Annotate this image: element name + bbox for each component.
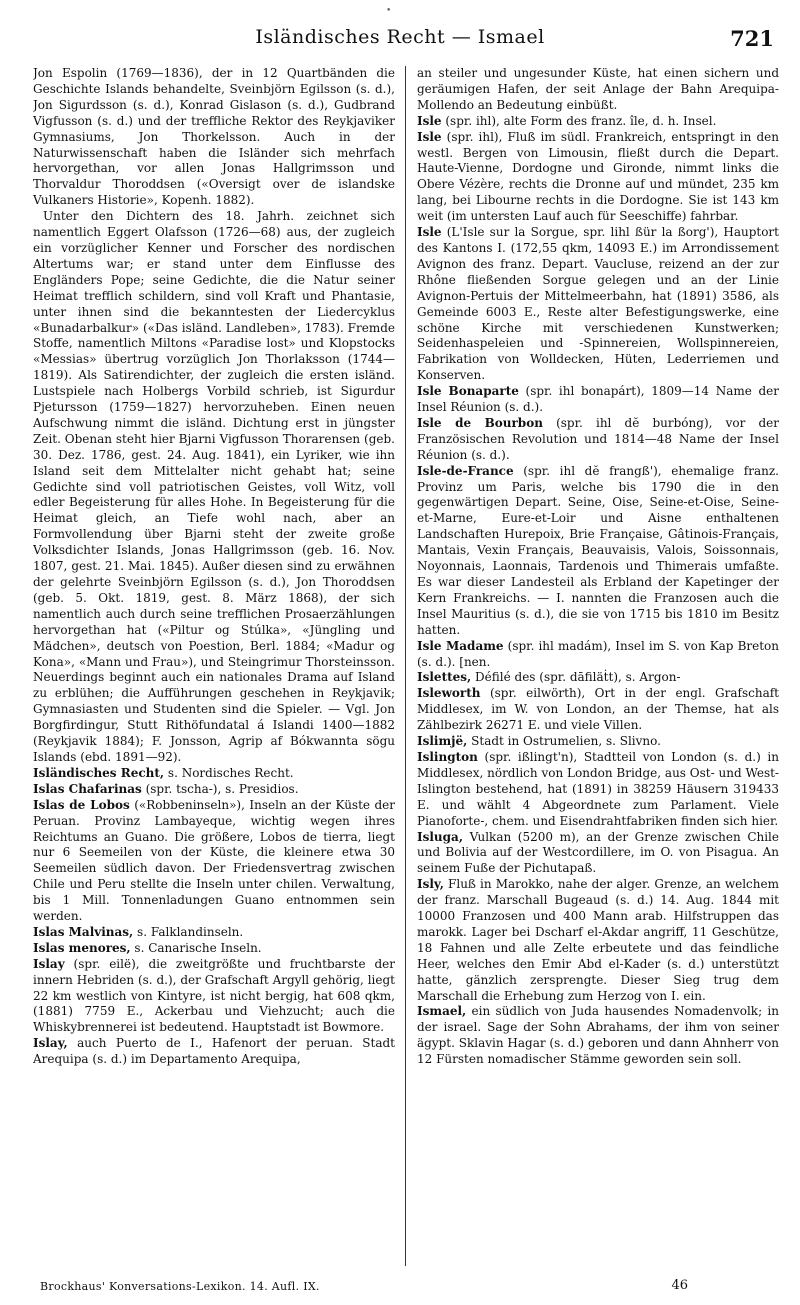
entry (417, 1004, 779, 1068)
entry (33, 957, 395, 1037)
entry-text: auch Puerto de I., Hafenort der peruan. Stadt Arequipa (s. d.) im Departamento Arequipa, (33, 1036, 395, 1067)
entry (417, 130, 779, 225)
entry (417, 384, 779, 416)
entry (417, 225, 779, 384)
page-header (0, 0, 800, 66)
entry-text: Défilé des (spr. dāfiläṫt), s. Argon- (471, 670, 681, 685)
entry-text: (spr. ihl dĕ burbóng), vor der Französischen Revolution und 1814—48 Name der Insel Réunion (s. d.). (417, 415, 779, 462)
entry (33, 66, 395, 209)
entry-text: s. Canarische Inseln. (130, 940, 262, 955)
entry (33, 782, 395, 798)
entry-text: Vulkan (5200 m), an der Grenze zwischen Chile und Bolivia auf der Westcordillere, im O. von Pisagua. An seinem Fuße der Pichutapaß. (417, 829, 779, 876)
entry (417, 670, 779, 686)
entry-text: Unter den Dichtern des 18. Jahrh. zeichnet sich namentlich Eggert Olafsson (1726—68) aus, der zugleich ein vorzüglicher Kenner und Forscher des nordischen Altertums war; er stand unter dem Einflusse des Engländers Pope; seine Gedichte, die die Natur seiner Heimat trefflich schildern, sind voll Kraft und Phantasie, unter ihnen sind die bekanntesten der Liedercyklus «Bunadarbalkur» («Das isländ. Landleben», 1783). Fremde Stoffe, namentlich Miltons «Paradise lost» und Klopstocks «Messias» übertrug vorzüglich Jon Thorlaksson (1744—1819). Als Satirendichter, der zugleich die ersten isländ. Lustspiele nach Holbergs Vorbild schrieb, ist Sigurdur Pjetursson (1759—1827) hervorzuheben. Einen neuen Aufschwung nimmt die isländ. Dichtung erst in jüngster Zeit. Obenan steht hier Bjarni Vigfusson Thorarensen (geb. 30. Dez. 1786, gest. 24. Aug. 1841), ein Lyriker, wie ihn Island seit dem Mittelalter nicht gehabt hat; seine Gedichte sind voll patriotischen Geistes, voll Witz, voll edler Begeisterung für alles Hohe. In Begeisterung für die Heimat gleich, an Tiefe wohl nach, aber an Formvollendung über Bjarni steht der zweite große Volksdichter Islands, Jonas Hallgrimsson (geb. 16. Nov. 1807, gest. 21. Mai. 1845). Außer diesen sind zu erwähnen der gelehrte Sveinbjörn Egilsson (s. d.), Jon Thoroddsen (geb. 5. Okt. 1819, gest. 8. März 1868), der sich namentlich auch durch seine trefflichen Prosaerzählungen hervorgethan hat («Piltur og Stúlka», «Jüngling und Mädchen», deutsch von Poestion, Berl. 1884; «Madur og Kona», «Mann und Frau»), und Steingrimur Thorsteinsson. Neuerdings beginnt auch ein nationales Drama auf Island zu erblühen; die Aufführungen geschehen in Reykjavik; Gymnasiasten und Studenten sind die Spieler. — Vgl. Jon Borgfirdingur, Stutt Rithöfundatal á Islandi 1400—1882 (Reykjavik 1884); F. Jonsson, Agrip af Bókwannta sögu Islands (ebd. 1891—92). (33, 209, 395, 764)
entry-headword: Islas de Lobos (33, 797, 130, 812)
entry-headword: Isle (417, 129, 442, 144)
entry-text: («Robbeninseln»), Inseln an der Küste der Peruan. Provinz Lambayeque, wichtig wegen ihres Reichtums an Guano. Die größere, Lobos de tierra, liegt nur 6 Seemeilen von der Küste, die kleinere etwa 30 Seemeilen südlich davon. Der Friedensvertrag zwischen Chile und Peru stellte die Inseln unter chilen. Verwaltung, bis 1 Mill. Tonnenladungen Guano entnommen sein werden. (33, 797, 395, 924)
footer-source: Brockhaus' Konversations-Lexikon. 14. Aufl. IX. (40, 1280, 320, 1293)
entry-text: (spr. ihl), alte Form des franz. île, d. h. Insel. (441, 113, 717, 128)
entry-headword: Isleworth (417, 686, 481, 701)
entry-text: (spr. ißlingt'n), Stadtteil von London (s. d.) in Middlesex, nördlich von London Bridge, aus Ost- und West-Islington bestehend, hat (1891) in 38259 Häusern 319433 E. und wählt 4 Abgeordnete zum Parlament. Viele Pianoforte-, chem. und Eisendrahtfabriken finden sich hier. (417, 749, 779, 828)
entry-text: (spr. ihl dĕ frangß'), ehemalige franz. Provinz um Paris, welche bis 1790 die in den gegenwärtigen Depart. Seine, Oise, Seine-et-Oise, Seine-et-Marne, Eure-et-Loir und Aisne enthaltenen Landschaften Hurepoix, Brie Française, Gâtinois-Français, Mantais, Vexin Français, Beauvaisis, Valois, Soissonnais, Noyonnais, Laonnais, Tardenois und Thimerais umfaßte. Es war dieser Landesteil als Erbland der Kapetinger der Kern Frankreichs. — I. nannten die Franzosen auch die Insel Mauritius (s. d.), die sie von 1715 bis 1810 im Besitz hatten. (417, 463, 779, 637)
entry-text: an steiler und ungesunder Küste, hat einen sichern und geräumigen Hafen, der seit Anlage der Bahn Arequipa-Mollendo an Bedeutung einbüßt. (417, 66, 779, 112)
page-footer (0, 1276, 800, 1300)
running-title: Isländisches Recht — Ismael (255, 26, 545, 48)
entry-headword: Islettes, (417, 670, 472, 685)
entry (33, 209, 395, 766)
entry (33, 941, 395, 957)
entry (417, 734, 779, 750)
entry-headword: Isle Bonaparte (417, 384, 519, 399)
entry-headword: Isle de Bourbon (417, 415, 543, 430)
entry (417, 464, 779, 639)
page-number: 721 (730, 26, 774, 51)
entry-text: s. Nordisches Recht. (164, 765, 294, 780)
entry-headword: Islas Malvinas, (33, 924, 134, 939)
entry-headword: Isluga, (417, 829, 463, 844)
text-columns (33, 66, 779, 1271)
entry (417, 750, 779, 830)
entry (417, 686, 779, 734)
entry-text: (spr. ihl), Fluß im südl. Frankreich, entspringt in den westl. Bergen von Limousin, fließt durch die Depart. Haute-Vienne, Dordogne und Gironde, nimmt links die Obere Vézère, rechts die Dronne auf und mündet, 235 km lang, bei Libourne rechts in die Dordogne. Sie ist 143 km weit (im untersten Lauf auch für Seeschiffe) fahrbar. (417, 129, 779, 224)
entry-headword: Islay, (33, 1036, 68, 1051)
entry-headword: Ismael, (417, 1004, 467, 1019)
entry-text: (spr. tscha-), s. Presidios. (141, 781, 299, 796)
entry-headword: Isle-de-France (417, 463, 514, 478)
entry-text: Fluß in Marokko, nahe der alger. Grenze, an welchem der franz. Marschall Bugeaud (s. d.) 14. Aug. 1844 mit 10000 Franzosen und 400 Mann arab. Hilfstruppen das marokk. Lager bei Dscharf el-Akdar angriff, 11 Geschütze, 18 Fahnen und alle Zelte erbeutete und das feindliche Heer, welches den Emir Abd el-Kader (s. d.) unterstützt hatte, gänzlich zersprengte. Dieser Sieg trug dem Marschall die Erhebung zum Herzog von I. ein. (417, 877, 779, 1003)
entry-headword: Islas menores, (33, 940, 131, 955)
entry (33, 798, 395, 925)
entry-headword: Isländisches Recht, (33, 765, 165, 780)
right-column (417, 66, 779, 1271)
entry (417, 114, 779, 130)
entry-headword: Islay (33, 956, 65, 971)
entry (33, 925, 395, 941)
entry-text: s. Falklandinseln. (133, 924, 244, 939)
entry (417, 66, 779, 114)
entry (417, 877, 779, 1004)
entry (417, 830, 779, 878)
entry-headword: Islas Chafarinas (33, 781, 142, 796)
entry-text: (spr. ihl madám), Insel im S. von Kap Breton (s. d.). [nen. (417, 638, 779, 669)
entry-text: (spr. eilwörth), Ort in der engl. Grafschaft Middlesex, im W. von London, an der Themse, hat als Zählbezirk 26271 E. und viele Villen. (417, 686, 779, 733)
entry-text: (L'Isle sur la Sorgue, spr. lihl ßür la ßorg'), Hauptort des Kantons I. (172,55 qkm, 14093 E.) im Arrondissement Avignon des franz. Depart. Vaucluse, reizend an der zur Rhône fließenden Sorgue gelegen und an der Linie Avignon-Pertuis der Mittelmeerbahn, hat (1891) 3586, als Gemeinde 6003 E., Reste alter Befestigungswerke, eine schöne Kirche mit verschiedenen Kunstwerken; Seidenhaspeleien und -Spinnereien, Wollspinnereien, Fabrikation von Wolldecken, Hüten, Lederriemen und Konserven. (417, 225, 779, 383)
entry-headword: Isle (417, 225, 442, 240)
entry (33, 766, 395, 782)
entry-headword: Islimjë, (417, 734, 468, 749)
left-column (33, 66, 395, 1271)
entry-headword: Islington (417, 749, 478, 764)
entry-headword: Isle Madame (417, 638, 504, 653)
signature-mark: 46 (671, 1278, 688, 1293)
column-divider (405, 66, 406, 1266)
entry (33, 1036, 395, 1068)
entry (417, 639, 779, 671)
entry-text: Jon Espolin (1769—1836), der in 12 Quartbänden die Geschichte Islands behandelte, Sveinbjörn Egilsson (s. d.), Jon Sigurdsson (s. d.), Konrad Gislason (s. d.), Gudbrand Vigfusson (s. d.) und der treffliche Rektor des Reykjaviker Gymnasiums, Jon Thorkelsson. Auch in der Naturwissenschaft haben die Isländer sich mehrfach hervorgethan, vor allen Jonas Hallgrimsson und Thorvaldur Thoroddsen («Oversigt over de islandske Vulkaners Historie», Kopenh. 1882). (33, 66, 395, 208)
entry-text: ein südlich von Juda hausendes Nomadenvolk; in der israel. Sage der Sohn Abrahams, der ihm von seiner ägypt. Sklavin Hagar (s. d.) geboren und dann Ahnherr von 12 Fürsten nomadischer Stämme geworden sein soll. (417, 1004, 779, 1067)
entry-headword: Isle (417, 113, 442, 128)
entry-text: Stadt in Ostrumelien, s. Slivno. (467, 734, 661, 749)
entry-headword: Isly, (417, 877, 444, 892)
entry-text: (spr. eilë), die zweitgrößte und fruchtbarste der innern Hebriden (s. d.), der Grafschaft Argyll gehörig, liegt 22 km westlich von Kintyre, ist nicht bergig, hat 608 qkm, (1881) 7759 E., Ackerbau und Viehzucht; auch die Whiskybrennerei ist bedeutend. Hauptstadt ist Bowmore. (33, 956, 395, 1035)
entry (417, 416, 779, 464)
top-mark: • (386, 6, 392, 16)
entry-text: (spr. ihl bonapárt), 1809—14 Name der Insel Réunion (s. d.). (417, 384, 779, 415)
